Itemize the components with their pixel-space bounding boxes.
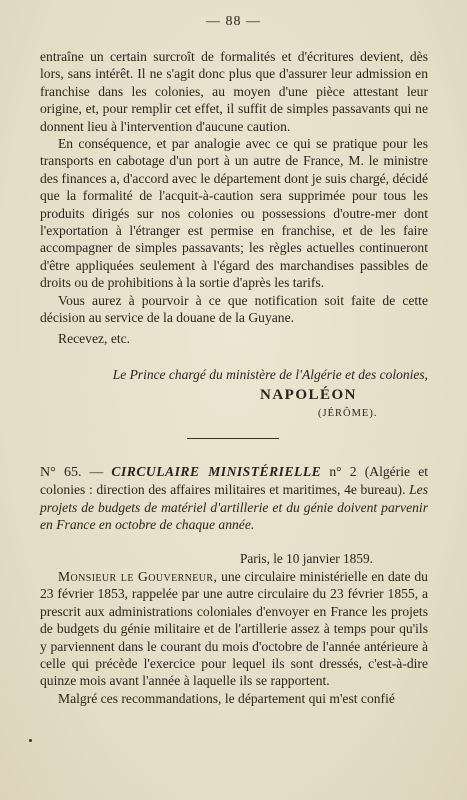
paragraph-2: En conséquence, et par analogie avec ce qui se pratique pour les transports en cabotage d'un port à un autre de France, M. le ministre des finances a, d'accord avec le département dont je suis chargé, décidé que la formalité de l'acquit-à-caution sera supprimée pour tous les produits dirigés sur nos colonies ou possessions d'outre-mer dont l'exportation à l'étranger est permise en franchise, et de les faire accompagner de simples passavants; les règles actuelles continueront d'être appliquées seulement à l'égard des marchandises passibles de droits ou de prohibitions à la sortie d'après les tarifs. — [40, 136, 428, 291]
circular-body: (Algérie et colonies : direction des affaires militaires et maritimes, 4e bureau). — [40, 464, 429, 498]
circular-summary: Les projets de budgets de matériel d'artillerie et du génie doivent parvenir en France en octobre de chaque année. — [40, 482, 428, 533]
body-text-lower — [40, 568, 428, 707]
paragraph-4: Recevez, etc. — [58, 330, 131, 346]
page-number: — 88 — — [206, 14, 261, 29]
circular-title: CIRCULAIRE MINISTÉRIELLE — [111, 464, 322, 479]
circular-heading — [40, 463, 428, 534]
date-line: Paris, le 10 janvier 1859. — [240, 551, 373, 566]
salutation: Monsieur le Gouverneur, — [58, 569, 218, 584]
paragraph-6: Malgré ces recommandations, le département qui m'est confié — [58, 690, 395, 706]
paragraph-1: entraîne un certain surcroît de formalités et d'écritures devient, dès lors, sans intérêt. Il ne s'agit donc plus que d'assurer leur admission en franchise dans les colonies, au moyen d'une pièce attestant leur origine, et, pour remplir cet effet, il suffit de simples passavants qui ne donnent lieu à l'intervention d'aucune caution. — [40, 49, 428, 134]
signature-subname: (JÉRÔME). — [318, 408, 378, 419]
body-text-upper — [40, 48, 428, 347]
ink-spot — [29, 739, 32, 742]
circular-dash: — — [81, 464, 112, 479]
signature-name: NAPOLÉON — [260, 387, 358, 403]
section-divider — [187, 438, 279, 439]
circular-title-number: n° 2 — [321, 464, 357, 479]
paragraph-5 — [40, 568, 428, 690]
circular-number: N° 65. — [40, 465, 82, 480]
paragraph-5-text: une circulaire ministérielle en date du 23 février 1853, rappelée par une autre circulaire du 23 février 1855, a prescrit aux administrations coloniales d'envoyer en France les projets de budgets du génie militaire et de l'artillerie assez à temps pour qu'ils y parviennent dans le courant du mois d'octobre de l'année antérieure à celle qui précède l'exercice pour lequel ils sont dressés, c'est-à-dire quinze mois avant l'année à laquelle ils se rapportent. — [40, 569, 428, 689]
paragraph-3: Vous aurez à pourvoir à ce que notification soit faite de cette décision au service de la douane de la Guyane. — [40, 292, 428, 326]
signature-title: Le Prince chargé du ministère de l'Algérie et des colonies, — [112, 367, 428, 382]
